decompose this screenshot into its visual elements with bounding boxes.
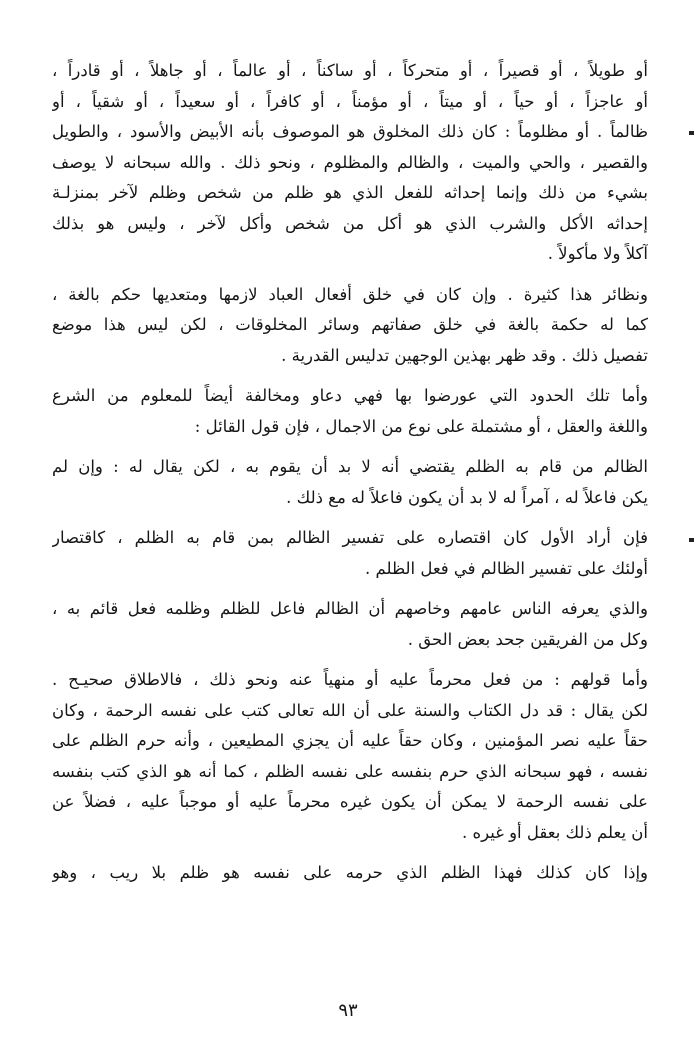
paragraph-5 xyxy=(52,523,648,584)
text-line: أو طويلاً ، أو قصيراً ، أو متحركاً ، أو ساكناً ، أو عالماً ، أو جاهلاً ، أو قادراً ، xyxy=(52,61,648,80)
text-line: يكن فاعلاً له ، آمراً له لا بد أن يكون فاعلاً له مع ذلك . xyxy=(286,487,648,507)
margin-mark xyxy=(689,131,694,135)
text-line: أولئك على تفسير الظالم في فعل الظلم . xyxy=(365,558,648,578)
text-line: ونظائر هذا كثيرة . وإن كان في خلق أفعال العباد لازمها ومتعديها حكم بالغة ، xyxy=(52,284,648,304)
paragraph-4 xyxy=(52,452,648,513)
text-line: فإن أراد الأول كان اقتصاره على تفسير الظالم بمن قام به الظلم ، كاقتصار xyxy=(52,528,648,547)
text-line: والقصير ، والحي والميت ، والظالم والمظلوم ، ونحو ذلك . والله سبحانه لا يوصف xyxy=(52,152,648,172)
margin-mark xyxy=(689,538,694,542)
text-line: وكل من الفريقين جحد بعض الحق . xyxy=(407,629,648,649)
text-line: والذي يعرفه الناس عامهم وخاصهم أن الظالم فاعل للظلم وظلمه فعل قائم به ، xyxy=(52,599,648,618)
page-number: ٩٣ xyxy=(338,1000,358,1021)
text-line: أن يعلم ذلك بعقل أو غيره . xyxy=(462,822,648,842)
text-line: واللغة والعقل ، أو مشتملة على نوع من الاجمال ، فإن قول القائل : xyxy=(194,416,648,436)
text-line: نفسه ، فهو سبحانه الذي حرم بنفسه على نفسه الظلم ، كما أنه هو الذي كتب بنفسه xyxy=(52,761,648,781)
text-line: حقاً عليه نصر المؤمنين ، وكان حقاً عليه أن يجزي المطيعين ، وأنه حرم الظلم على xyxy=(52,731,648,750)
paragraph-2 xyxy=(52,280,648,372)
text-line: أو عاجزاً ، أو حياً ، أو ميتاً ، أو مؤمناً ، أو كافراً ، أو سعيداً ، أو شقياً ، أو xyxy=(52,91,648,111)
text-line: إحداثه الأكل والشرب الذي هو أكل من شخص وأكل لآخر ، وليس هو بذلك xyxy=(52,213,648,233)
text-line: بشيء من ذلك وإنما إحداثه للفعل الذي هو ظلم من شخص وظلم لآخر بمنزلـة xyxy=(52,183,648,202)
text-line: الظالم من قام به الظلم يقتضي أنه لا بد أن يقوم به ، لكن يقال له : وإن لم xyxy=(52,457,648,476)
text-line: كما له حكمة بالغة في خلق صفاتهم وسائر المخلوقات ، لكن ليس هذا موضع xyxy=(52,315,648,334)
text-line: آكلاً ولا مأكولاً . xyxy=(547,244,648,263)
paragraph-6 xyxy=(52,594,648,655)
text-line: وأما تلك الحدود التي عورضوا بها فهي دعاو ومخالفة أيضاً للمعلوم من الشرع xyxy=(52,386,648,405)
paragraph-7 xyxy=(52,665,648,848)
text-line: على نفسه الرحمة لا يمكن أن يكون غيره محرماً عليه أو موجباً عليه ، فضلاً عن xyxy=(52,792,648,811)
text-line: لكن يقال : قد دل الكتاب والسنة على أن الله تعالى كتب على نفسه الرحمة ، وكان xyxy=(52,700,648,720)
text-line: ظالماً . أو مظلوماً : كان ذلك المخلوق هو الموصوف بأنه الأبيض والأسود ، والطويل xyxy=(52,122,648,141)
paragraph-8 xyxy=(52,858,648,889)
text-line: وأما قولهم : من فعل محرماً عليه أو منهياً عنه ونحو ذلك ، فالاطلاق صحيـح . xyxy=(52,670,648,689)
paragraph-1 xyxy=(52,56,648,270)
text-line: تفصيل ذلك . وقد ظهر بهذين الوجهين تدليس القدرية . xyxy=(281,345,648,365)
text-line: وإذا كان كذلك فهذا الظلم الذي حرمه على نفسه هو ظلم بلا ريب ، وهو xyxy=(52,863,648,882)
paragraph-3 xyxy=(52,381,648,442)
page-body-text xyxy=(52,56,648,899)
